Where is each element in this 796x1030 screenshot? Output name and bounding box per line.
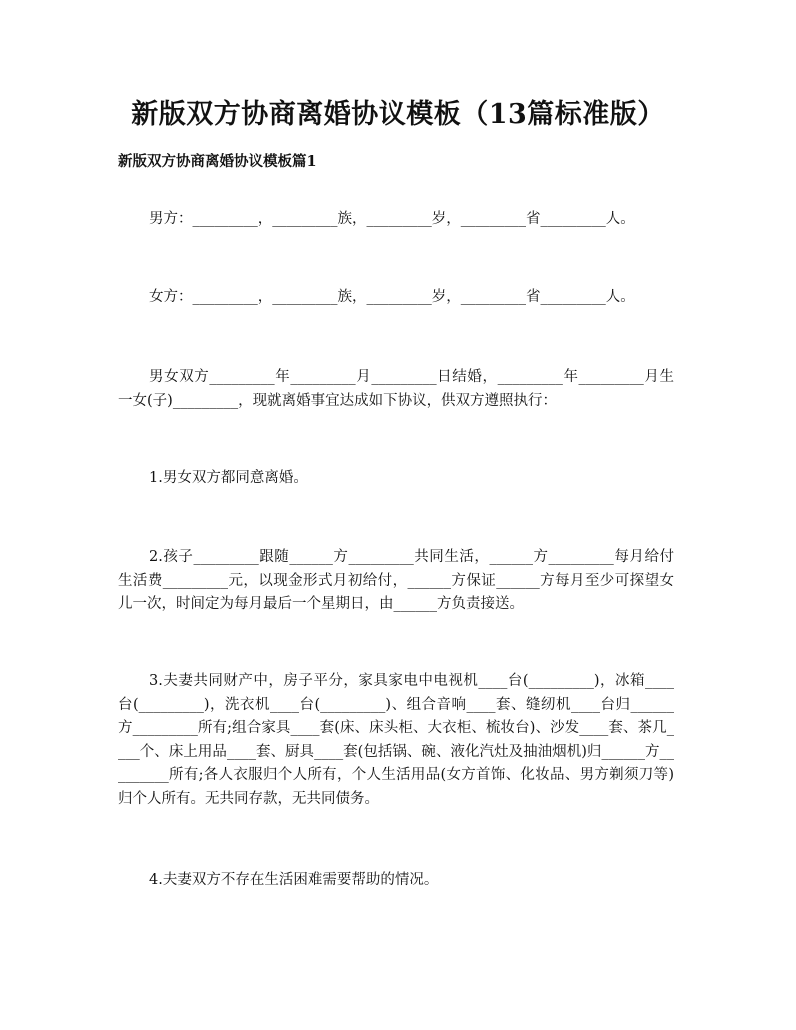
section-heading: 新版双方协商离婚协议模板篇1 [118, 153, 317, 170]
paragraph-clause-4: 4.夫妻双方不存在生活困难需要帮助的情况。 [149, 872, 439, 888]
paragraph-clause-2: 2.孩子_________跟随______方_________共同生活，______方_________每月给付生活费_________元，以现金形式月初给付，______方保证______方每月至少可探望女儿一次，时间定为每月最后一个星期日，由______方负责接送。 [118, 549, 674, 612]
paragraph-female-party: 女方：_________，_________族，_________岁，_________省_________人。 [149, 289, 635, 305]
paragraph-clause-3: 3.夫妻共同财产中，房子平分，家具家电中电视机____台(_________)，冰箱____台(_________)，洗衣机____台(_________)、组合音响____套、缝纫机____台归______方_________所有;组合家具____套(床、床头柜、大衣柜、梳妆台)、沙发____套、茶几____个、床上用品____套、厨具____套(包括锅、碗、液化汽灶及抽油烟机)归______方_________所有;各人衣服归个人所有，个人生活用品(女方首饰、化妆品、男方剃须刀等)归个人所有。无共同存款，无共同债务。 [118, 673, 674, 807]
paragraph-marriage-info: 男女双方_________年_________月_________日结婚，_________年_________月生一女(子)_________，现就离婚事宜达成如下协议，供双方遵照执行： [118, 369, 674, 409]
document-title: 新版双方协商离婚协议模板（13篇标准版） [131, 99, 665, 130]
paragraph-clause-1: 1.男女双方都同意离婚。 [149, 470, 308, 486]
paragraph-male-party: 男方：_________，_________族，_________岁，_________省_________人。 [149, 211, 635, 227]
